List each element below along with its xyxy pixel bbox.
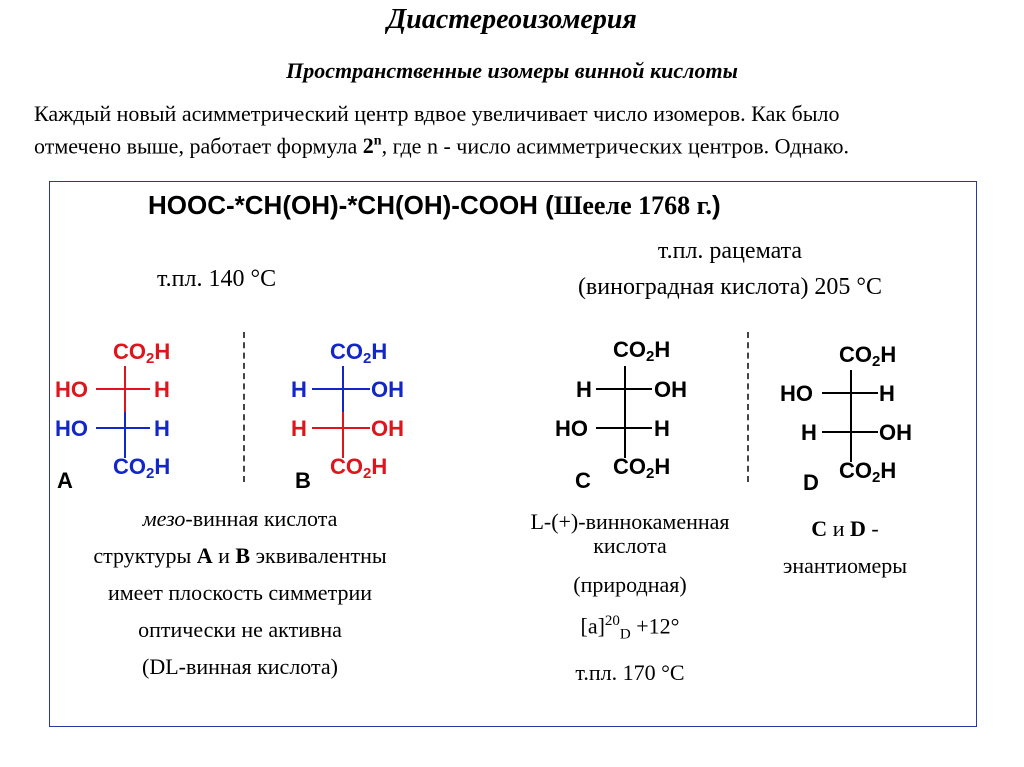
- meso-caption-line-2: структуры А и В эквивалентны: [93, 543, 387, 568]
- cd-caption-line-1: С и D -: [811, 516, 879, 541]
- l-caption-line-5: т.пл. 170 °С: [575, 659, 685, 685]
- cd-caption: [760, 510, 930, 584]
- l-caption-line-2: кислота: [593, 533, 667, 558]
- meso-caption-line-5: (DL-винная кислота): [142, 654, 338, 679]
- tartaric-acid-formula: HOOC-*CH(OH)-*CH(OH)-COOH (Шееле 1768 г.): [148, 190, 721, 220]
- l-acid-caption-details: [490, 566, 770, 691]
- cd-caption-line-2: энантиомеры: [782, 553, 908, 578]
- meso-caption-line-4: оптически не активна: [138, 617, 342, 642]
- structure-a-bond-1: [96, 388, 150, 390]
- racemate-mp-line-1: т.пл. рацемата: [657, 238, 803, 264]
- meso-caption-line-3: имеет плоскость симметрии: [107, 580, 372, 605]
- structure-b-label: B: [295, 468, 311, 493]
- structure-a-bond-2: [96, 427, 150, 429]
- l-caption-line-3: (природная): [573, 572, 687, 597]
- l-caption-rotation: $[a]^{20}_D +12^\circ$: [580, 613, 680, 643]
- intro-line-1: Каждый новый асимметрический центр вдвое увеличивает число изомеров. Как было: [34, 101, 840, 126]
- structure-a-backbone: [124, 366, 126, 458]
- page-title: Диастереоизомерия: [387, 4, 637, 35]
- structure-c-label: C: [575, 468, 591, 493]
- page-subtitle: Пространственные изомеры винной кислоты: [286, 58, 738, 83]
- intro-line-2: отмечено выше, работает формула 2$^n$, где n - число асимметрических центров. Однако.: [34, 133, 850, 159]
- structure-c-bond-1: [596, 388, 652, 390]
- mirror-line-cd: [747, 332, 749, 482]
- structure-b-bond-2: [312, 427, 370, 429]
- structure-c-backbone: [624, 366, 626, 458]
- structure-d-label: D: [803, 470, 819, 495]
- meso-caption-line-1: мезо-винная кислота: [142, 506, 338, 531]
- structure-d-bond-1: [822, 392, 878, 394]
- structure-b-backbone: [342, 366, 344, 458]
- mirror-line-ab: [243, 332, 245, 482]
- formula-author: Шееле 1768 г.: [553, 191, 712, 220]
- meso-melting-point: т.пл. 140 °С: [157, 266, 277, 292]
- formula-2n: 2$^n$: [362, 133, 382, 159]
- structure-c-bond-2: [596, 427, 652, 429]
- structure-a-label: A: [57, 468, 73, 493]
- structure-b-bond-1: [312, 388, 370, 390]
- structure-d-bond-2: [822, 431, 878, 433]
- l-acid-caption: [490, 508, 770, 556]
- intro-text: [34, 100, 849, 160]
- racemate-mp-line-2: (виноградная кислота) 205 °С: [577, 274, 883, 300]
- meso-caption: [50, 500, 430, 685]
- structure-d-backbone: [850, 370, 852, 462]
- l-caption-line-1: L-(+)-виннокаменная: [530, 509, 730, 534]
